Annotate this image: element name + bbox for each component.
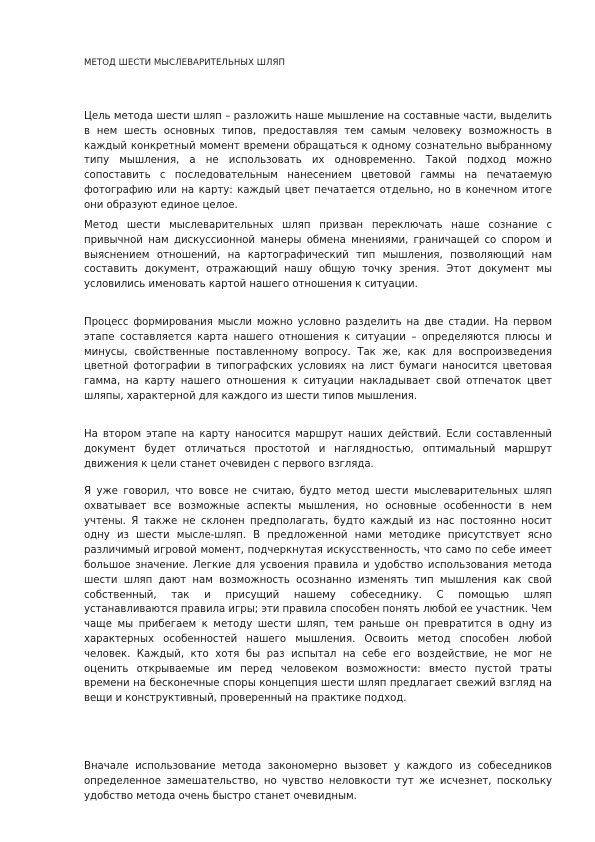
- paragraph-3: Процесс формирования мысли можно условно разделить на две стадии. На первом этапе составляется карта нашего отношения к ситуации – определяются плюсы и минусы, свойственные поставленному вопросу. Так же, как для воспроизведения цветной фотографии в типографских условиях на лист бумаги наносится цветовая гамма, на карту нашего отношения к ситуации накладывает свой отпечаток цвет шляпы, характерной для каждого из шести типов мышления.: [84, 317, 552, 402]
- paragraph-4: На втором этапе на карту наносится маршрут наших действий. Если составленный документ будет отличаться простотой и наглядностью, оптимальный маршрут движения к цели станет очевиден с первого взгляда.: [84, 429, 552, 470]
- paragraph-2: Метод шести мыслеварительных шляп призван переключать наше сознание с привычной нам дискуссионной манеры обмена мнениями, граничащей со спором и выяснением отношений, на картографический тип мышления, позволяющий нам составить документ, отражающий нашу общую точку зрения. Этот документ мы условились именовать картой нашего отношения к ситуации.: [84, 220, 552, 291]
- document-title: МЕТОД ШЕСТИ МЫСЛЕВАРИТЕЛЬНЫХ ШЛЯП: [84, 58, 286, 68]
- paragraph-6: Вначале использование метода закономерно вызовет у каждого из собеседников определенное замешательство, но чувство неловкости тут же исчезнет, поскольку удобство метода очень быстро станет очевидным.: [84, 761, 552, 802]
- paragraph-1: Цель метода шести шляп – разложить наше мышление на составные части, выделить в нем шесть основных типов, предоставляя тем самым человеку возможность в каждый конкретный момент времени обращаться к одному сознательно выбранному типу мышления, а не использовать их одновременно. Такой подход можно сопоставить с последовательным нанесением цветовой гаммы на печатаемую фотографию или на карту: каждый цвет печатается отдельно, но в конечном итоге они образуют единое целое.: [84, 111, 552, 211]
- paragraph-5: Я уже говорил, что вовсе не считаю, будто метод шести мыслеварительных шляп охватывает все возможные аспекты мышления, но основные особенности в нем учтены. Я также не склонен предполагать, будто каждый из нас постоянно носит одну из шести мысле-шляп. В предложенной нами методике присутствует ясно различимый игровой момент, подчеркнутая искусственность, что само по себе имеет большое значение. Легкие для усвоения правила и удобство использования метода шести шляп дают нам возможность осознанно изменять тип мышления как свой собственный, так и присущий нашему собеседнику. С помощью шляп устанавливаются правила игры; эти правила способен понять любой ее участник. Чем чаще мы прибегаем к методу шести шляп, тем раньше он превратится в одну из характерных особенностей нашего мышления. Освоить метод способен любой человек. Каждый, кто хотя бы раз испытал на себе его воздействие, не мог не оценить открываемые им перед человеком возможности: вместо пустой траты времени на бесконечные споры концепция шести шляп предлагает свежий взгляд на вещи и конструктивный, проверенный на практике подход.: [84, 486, 552, 705]
